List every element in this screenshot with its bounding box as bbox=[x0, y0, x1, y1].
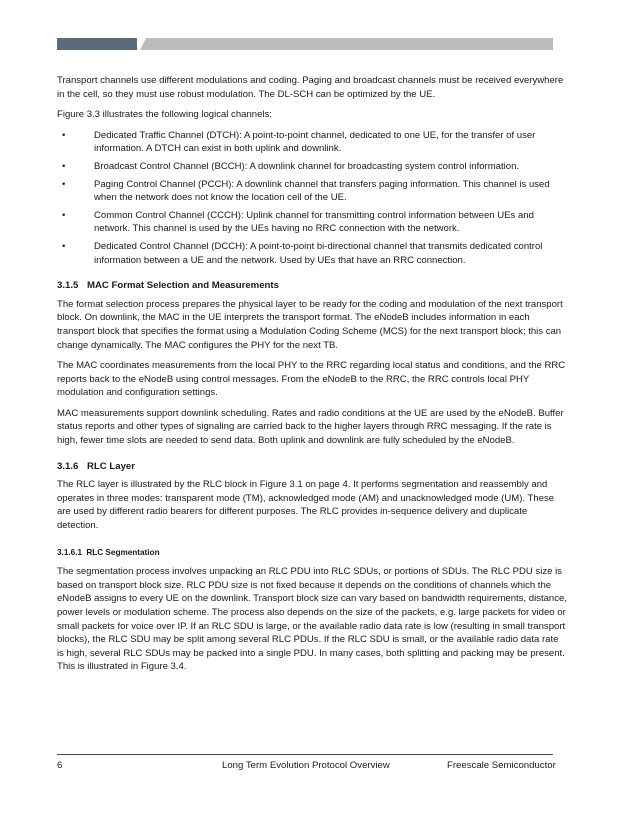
logical-channels-list bbox=[57, 129, 567, 267]
bullet-icon: • bbox=[62, 240, 66, 252]
section-paragraph: MAC measurements support downlink scheduling. Rates and radio conditions at the UE are used by the eNodeB. Buffer status reports and other types of signaling are carried back to the higher layers through RRC messaging. If the rate is high, fewer time slots are needed to send data. Both uplink and downlink are fully scheduled by the eNodeB. bbox=[57, 407, 564, 447]
list-item: • Dedicated Control Channel (DCCH): A point-to-point bi-directional channel that transmits dedicated control information between a UE and the network. Used by UEs that have an RRC connection. bbox=[62, 240, 543, 266]
footer-company: Freescale Semiconductor bbox=[447, 760, 556, 771]
subsection-heading-3-1-6-1: 3.1.6.1 RLC Segmentation bbox=[57, 547, 160, 557]
page-body bbox=[57, 74, 567, 681]
section-paragraph: The RLC layer is illustrated by the RLC block in Figure 3.1 on page 4. It performs segmentation and reassembly and operates in three modes: transparent mode (TM), acknowledged mode (AM) and unacknowledged mode (UM). These are used by different radio bearers for different purposes. The RLC provides in-sequence delivery and duplicate detection. bbox=[57, 479, 555, 532]
list-item: • Broadcast Control Channel (BCCH): A downlink channel for broadcasting system control information. bbox=[62, 160, 520, 172]
section-paragraph: The MAC coordinates measurements from the local PHY to the RRC regarding local status and conditions, and the RRC reports back to the eNodeB using control messages. From the eNodeB to the RRC, the RRC controls local PHY modulation and configuration settings. bbox=[57, 360, 566, 399]
list-item: • Paging Control Channel (PCCH): A downlink channel that transfers paging information. This channel is used when the network does not know the location cell of the UE. bbox=[62, 178, 550, 204]
footer-document-title: Long Term Evolution Protocol Overview bbox=[222, 760, 390, 771]
footer-divider bbox=[57, 754, 553, 755]
list-item: • Common Control Channel (CCCH): Uplink channel for transmitting control information between UEs and network. This channel is used by the UEs having no RRC connection with the network. bbox=[62, 209, 534, 235]
section-paragraph: The segmentation process involves unpacking an RLC PDU into RLC SDUs, or portions of SDUs. The RLC PDU size is based on transport block size. RLC PDU size is not fixed because it depends on the conditions of channels which the eNodeB assigns to every UE on the downlink. Transport block size can vary based on bandwidth requirements, distance, power levels or modulation scheme. The process also depends on the size of the packets, e.g. large packets for video or small packets for voice over IP. If an RLC SDU is large, or the available radio data rate is low (resulting in small transport blocks), the RLC SDU may be split among several RLC PDUs. If the RLC SDU is small, or the available radio data rate is high, several RLC SDUs may be packed into a single PDU. In many cases, both splitting and packing may be present. This is illustrated in Figure 3.4. bbox=[57, 566, 567, 673]
bullet-icon: • bbox=[62, 178, 66, 190]
list-item: • Dedicated Traffic Channel (DTCH): A point-to-point channel, dedicated to one UE, for the transfer of user information. A DTCH can exist in both uplink and downlink. bbox=[62, 129, 536, 155]
intro-paragraph: Transport channels use different modulations and coding. Paging and broadcast channels must be received everywhere in the cell, so they must use robust modulation. The DL-SCH can be optimized by the UE. bbox=[57, 75, 564, 100]
bullet-icon: • bbox=[62, 160, 66, 172]
section-heading-3-1-5: 3.1.5 MAC Format Selection and Measurements bbox=[57, 280, 279, 292]
bullet-icon: • bbox=[62, 209, 66, 221]
section-paragraph: The format selection process prepares the physical layer to be ready for the coding and modulation of the next transport block. On downlink, the MAC in the UE interprets the transport format. The eNodeB includes information in each transport block that specifies the format using a Modulation Coding Scheme (MCS) for the next transport block; this can change dynamically. The MAC configures the PHY for the next TB. bbox=[57, 298, 563, 351]
header-bar-light bbox=[140, 38, 553, 50]
header-bar-dark bbox=[57, 38, 137, 50]
section-heading-3-1-6: 3.1.6 RLC Layer bbox=[57, 460, 135, 472]
footer-page-number: 6 bbox=[57, 760, 63, 771]
bullet-icon: • bbox=[62, 129, 66, 141]
intro-figure-reference: Figure 3.3 illustrates the following logical channels: bbox=[57, 109, 272, 121]
